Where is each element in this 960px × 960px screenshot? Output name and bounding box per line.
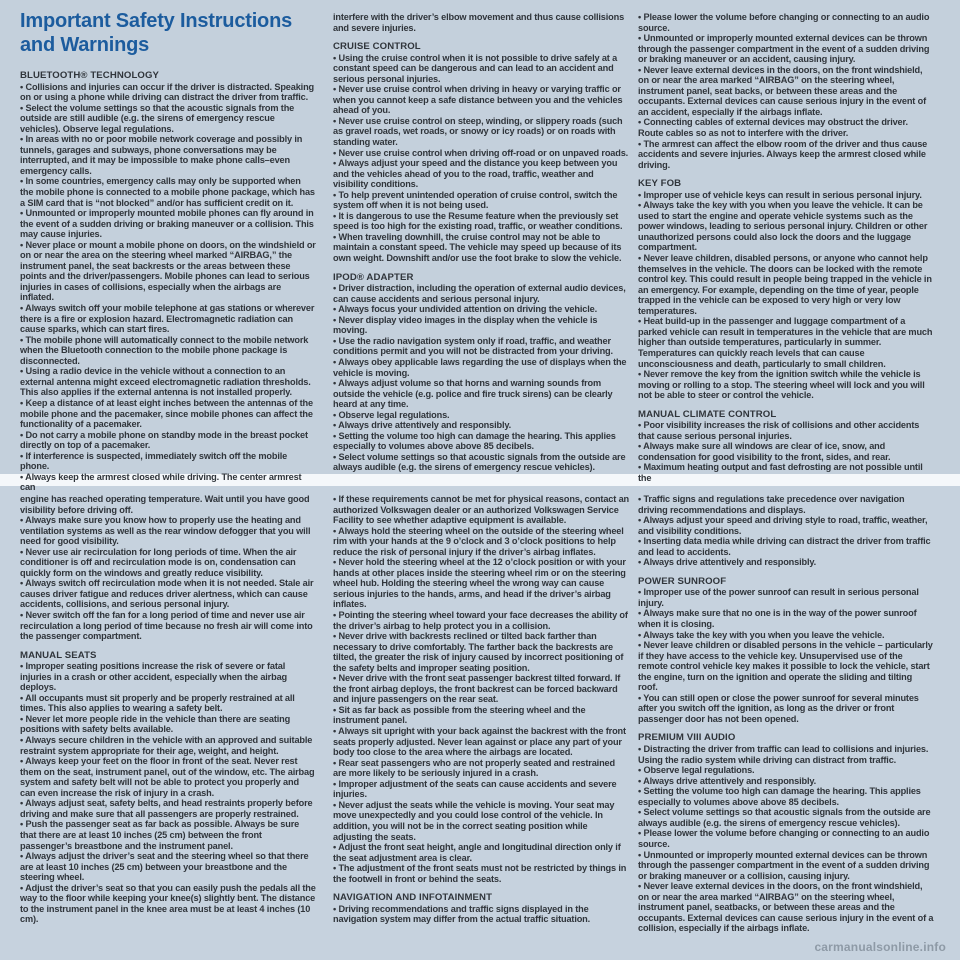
bullet-text: • Do not carry a mobile phone on standby mode in the breast pocket directly on top of a pacemaker. xyxy=(20,429,308,451)
bullet-text: • Push the passenger seat as far back as possible. Always be sure that there are at least 10 inches (25 cm) between the front passenger’s breastbone and the instrument panel. xyxy=(20,819,300,851)
section-heading: BLUETOOTH® TECHNOLOGY xyxy=(20,70,160,81)
section-heading: PREMIUM VIII AUDIO xyxy=(638,732,736,744)
bullet-text: • Unmounted or improperly mounted external devices can be thrown through the passenger compartment in the event of a sudden driving or braking maneuver or an accident, causing injury. xyxy=(638,33,930,65)
section-heading: KEY FOB xyxy=(638,178,682,190)
bullet-text: interfere with the driver’s elbow movement and thus cause collisions and severe injuries. xyxy=(333,12,625,33)
top-column-1 xyxy=(20,9,316,493)
bullet-text: • Inserting data media while driving can distract the driver from traffic and lead to accidents. xyxy=(638,536,931,557)
bottom-column-2 xyxy=(333,494,629,925)
bullet-text: • Always adjust your speed and the distance you keep between you and the vehicles ahead of you to the road, traffic, weather and visibility conditions. xyxy=(333,158,618,190)
bullet-text: • Improper use of vehicle keys can result in serious personal injury. xyxy=(638,189,922,200)
section-heading: IPOD® ADAPTER xyxy=(333,271,414,283)
bullet-text: • Always drive attentively and responsibly. xyxy=(333,420,512,431)
bullet-text: • Setting the volume too high can damage the hearing. This applies especially to volumes above above 85 decibels. xyxy=(638,786,921,807)
bottom-column-3 xyxy=(638,494,934,934)
bullet-text: • Never leave external devices in the doors, on the front windshield, on or near the area marked “AIRBAG” on the steering wheel, instrument panel, seatbacks, or between these areas and the occupants. External devices can cause serious injury in the event of a collision, especially if the airbags inflate. xyxy=(638,881,934,934)
bullet-text: • Connecting cables of external devices may obstruct the driver. Route cables so as not to interfere with the driver. xyxy=(638,117,908,139)
bullet-text: • Always adjust volume so that horns and warning sounds from outside the vehicle (e.g. police and fire truck sirens) can be clearly heard at any time. xyxy=(333,378,613,410)
bullet-text: • Always make sure all windows are clear of ice, snow, and condensation for good visibility to the front, sides, and rear. xyxy=(638,441,891,462)
bullet-text: • Select volume settings so that acoustic signals from the outside are always audible (e.g. the sirens of emergency rescue vehicles). xyxy=(638,807,931,828)
section-heading: POWER SUNROOF xyxy=(638,575,727,587)
bullet-text: • Rear seat passengers who are not properly seated and restrained are more likely to be seriously injured in a crash. xyxy=(333,757,615,779)
bullet-text: • To help prevent unintended operation of cruise control, switch the system off when it is not being used. xyxy=(333,189,618,211)
bullet-text: • The armrest can affect the elbow room of the driver and thus cause accidents and severe injuries. Always keep the armrest closed while driving. xyxy=(638,138,928,170)
bullet-text: • Never adjust the seats while the vehicle is moving. Your seat may move unexpectedly and you could lose control of the vehicle. In addition, you will not be in the correct seating position while adjusting the seats. xyxy=(333,799,615,842)
bullet-text: • Select the volume settings so that the acoustic signals from the outside are still audible (e.g. the sirens of emergency rescue vehicles). Observe legal regulations. xyxy=(20,102,295,134)
bullet-text: • Heat build-up in the passenger and luggage compartment of a parked vehicle can result in temperatures in the vehicle that are much higher than outside temperatures, particularly in summer. Temperatures can quickly reach levels that can cause unconsciousness and death, particularly to small children. xyxy=(638,316,933,369)
bullet-text: • If interference is suspected, immediately switch off the mobile phone. xyxy=(20,450,288,472)
bullet-text: • Always drive attentively and responsibly. xyxy=(638,775,817,786)
bullet-text: • Never drive with backrests reclined or tilted back farther than necessary to drive comfortably. The farther back the backrests are tilted, the greater the risk of injury caused by incorrect positioning of the safety belts and improper seating position. xyxy=(333,631,624,673)
section-heading: CRUISE CONTROL xyxy=(333,41,421,53)
bullet-text: • Collisions and injuries can occur if the driver is distracted. Speaking on or using a phone while driving can distract the driver from traffic. xyxy=(20,81,315,103)
bullet-text: • Please lower the volume before changing or connecting to an audio source. xyxy=(638,12,930,33)
bullet-text: • Always keep your feet on the floor in front of the seat. Never rest them on the seat, instrument panel, out of the window, etc. The airbag system and safety belt will not be able to protect you properly and can even increase the risk of injury in a crash. xyxy=(20,756,315,798)
bullet-text: • Never use cruise control when driving off-road or on unpaved roads. xyxy=(333,147,629,158)
bullet-text: • Always hold the steering wheel on the outside of the steering wheel rim with your hands at the 9 o’clock and 3 o’clock positions to help reduce the risk of personal injury if the driver’s airbag inflates. xyxy=(333,525,624,557)
bullet-text: • Always sit upright with your back against the backrest with the front seats properly adjusted. Never lean against or place any part of your body too close to the area where the airbags are located. xyxy=(333,726,626,758)
section-heading: MANUAL CLIMATE CONTROL xyxy=(638,408,777,420)
bullet-text: • Maximum heating output and fast defrosting are not possible until the xyxy=(638,462,923,483)
bullet-text: engine has reached operating temperature. Wait until you have good visibility before driving off. xyxy=(20,494,310,515)
bullet-text: • Always secure children in the vehicle with an approved and suitable restraint system appropriate for their age, weight, and height. xyxy=(20,735,313,756)
bullet-text: • Always switch off your mobile telephone at gas stations or wherever there is a fire or explosion hazard. Electromagnetic radiation can cause sparks, which can start fires. xyxy=(20,303,315,335)
bullet-text: • Never leave external devices in the doors, on the front windshield, on or near the area marked “AIRBAG” on the steering wheel, instrument panel, seat backs, or between these areas and the occupants. External devices can cause serious injury in the event of an accident, especially if the airbags inflate. xyxy=(638,64,926,117)
bullet-text: • Improper adjustment of the seats can cause accidents and severe injuries. xyxy=(333,778,617,800)
bullet-text: • You can still open or close the power sunroof for several minutes after you switch off the ignition, as long as the driver or front passenger door has not been opened. xyxy=(638,692,919,724)
bullet-text: • Always adjust your speed and driving style to road, traffic, weather, and visibility conditions. xyxy=(638,515,928,536)
top-column-3 xyxy=(638,12,934,484)
bullet-text: • Never use air recirculation for long periods of time. When the air conditioner is off and recirculation mode is on, condensation can quickly form on the windows and greatly reduce visibility. xyxy=(20,546,297,578)
bullet-text: • Poor visibility increases the risk of collisions and other accidents that cause serious personal injuries. xyxy=(638,420,920,441)
bullet-text: • Never hold the steering wheel at the 12 o’clock position or with your hands at other places inside the steering wheel rim or on the steering wheel hub. Holding the steering wheel the wrong way can cause serious injuries to the hands, arms, and head if the driver’s airbag inflates. xyxy=(333,557,626,610)
bullet-text: • Using a radio device in the vehicle without a connection to an external antenna might exceed electromagnetic radiation thresholds. This also applies if the external antenna is not installed properly. xyxy=(20,366,311,398)
bullet-text: • Adjust the front seat height, angle and longitudinal direction only if the seat adjustment area is clear. xyxy=(333,842,621,863)
bullet-text: • Never remove the key from the ignition switch while the vehicle is moving or rolling to a stop. The steering wheel will lock and you will not be able to steer or control the vehicle. xyxy=(638,369,925,401)
bullet-text: • Using the cruise control when it is not possible to drive safely at a constant speed can be dangerous and can lead to an accident and serious personal injuries. xyxy=(333,52,618,84)
bullet-text: • Pointing the steering wheel toward your face decreases the ability of the driver’s airbag to help protect you in a collision. xyxy=(333,610,628,631)
bullet-text: • Sit as far back as possible from the steering wheel and the instrument panel. xyxy=(333,704,586,726)
bullet-text: • Always make sure that no one is in the way of the power sunroof when it is closing. xyxy=(638,608,917,630)
bullet-text: • In some countries, emergency calls may only be supported when the mobile phone is connected to a mobile phone package, which has a SIM card that is “not blocked” and/or has sufficient credit on it. xyxy=(20,176,315,208)
bullet-text: • Improper seating positions increase the risk of severe or fatal injuries in a crash or other accident, especially when the airbag deploys. xyxy=(20,661,287,693)
bullet-text: • Never switch off the fan for a long period of time and never use air recirculation a long period of time because no fresh air will come into the passenger compartment. xyxy=(20,610,313,642)
bullet-text: • Observe legal regulations. xyxy=(638,765,755,776)
bullet-text: • Always drive attentively and responsibly. xyxy=(638,557,817,568)
bullet-text: • Improper use of the power sunroof can result in serious personal injury. xyxy=(638,587,919,608)
bullet-text: • Traffic signs and regulations take precedence over navigation driving recommendations and displays. xyxy=(638,494,905,515)
bullet-text: • Always take the key with you when you leave the vehicle. It can be used to start the engine and operate vehicle systems such as the power windows, leading to serious personal injury. Children or other unauthorized persons could also lock the doors and the luggage compartment. xyxy=(638,200,928,253)
bullet-text: • The mobile phone will automatically connect to the mobile network when the Bluetooth connection to the mobile phone package is disconnected. xyxy=(20,334,309,366)
bullet-text: • Adjust the driver’s seat so that you can easily push the pedals all the way to the floor while keeping your knee(s) slightly bent. The distance to the instrument panel in the knee area must be at least 4 inches (10 cm). xyxy=(20,882,316,925)
bullet-text: • Distracting the driver from traffic can lead to collisions and injuries. Using the radio system while driving can distract from traffic. xyxy=(638,744,929,765)
bullet-text: • Never use cruise control on steep, winding, or slippery roads (such as gravel roads, wet roads, or snowy or icy roads) or on roads with standing water. xyxy=(333,115,623,148)
bullet-text: • Unmounted or improperly mounted external devices can be thrown through the passenger compartment in the event of a sudden driving or braking maneuver or a collision, causing injury. xyxy=(638,849,930,881)
top-column-2 xyxy=(333,12,629,473)
bullet-text: • Please lower the volume before changing or connecting to an audio source. xyxy=(638,828,930,849)
bottom-column-1 xyxy=(20,494,316,925)
bullet-text: • Always adjust the driver’s seat and the steering wheel so that there are at least 10 inches (25 cm) between your breastbone and the steering wheel. xyxy=(20,851,309,883)
bullet-text: • Always keep the armrest closed while driving. The center armrest can xyxy=(20,471,302,493)
section-heading: MANUAL SEATS xyxy=(20,649,97,661)
bullet-text: • Never place or mount a mobile phone on doors, on the windshield or on or near the area on the steering wheel marked “AIRBAG,” the instrument panel, the seat backrests or the areas between these points and the driver/passengers. Mobile phones can lead to serious injuries in cases of collisions, especially when the airbags are inflated. xyxy=(20,239,316,303)
section-heading: NAVIGATION AND INFOTAINMENT xyxy=(333,892,493,904)
bullet-text: • Always switch off recirculation mode when it is not needed. Stale air causes driver fatigue and reduces driver alertness, which can cause accidents, collisions, and serious personal injury. xyxy=(20,578,314,610)
bullet-text: • Never leave children, disabled persons, or anyone who cannot help themselves in the vehicle. The doors can be locked with the remote control key. This could result in people being trapped in the vehicle in an emergency. For example, depending on the time of year, people trapped in the vehicle can be exposed to very high or very low temperatures. xyxy=(638,253,932,316)
bullet-text: • Never drive with the front seat passenger backrest tilted forward. If the front airbag deploys, the front backrest can be forced backward and injure passengers on the rear seat. xyxy=(333,673,621,705)
bullet-text: • If these requirements cannot be met for physical reasons, contact an authorized Volkswagen dealer or an authorized Volkswagen Service Facility to see whether adaptive equipment is available. xyxy=(333,494,629,526)
top-column-1-body xyxy=(20,71,316,493)
bullet-text: • Never display video images in the display when the vehicle is moving. xyxy=(333,314,598,336)
bullet-text: • Never leave children or disabled persons in the vehicle – particularly if they have access to the vehicle key. Unsupervised use of the remote control vehicle key makes it possible to lock the vehicle, start the engine, turn on the ignition and operate the sliding and tilting roof. xyxy=(638,640,933,693)
bullet-text: • Observe legal regulations. xyxy=(333,409,450,420)
watermark: carmanualsonline.info xyxy=(814,940,946,954)
bullet-text: • Use the radio navigation system only if road, traffic, and weather conditions permit and you will not be distracted from your driving. xyxy=(333,335,613,357)
bullet-text: • In areas with no or poor mobile network coverage and possibly in tunnels, garages and subways, phone conversations may be interrupted, and it may be impossible to make phone calls–even emergency calls. xyxy=(20,134,303,176)
bullet-text: • Always obey applicable laws regarding the use of displays when the vehicle is moving. xyxy=(333,356,627,378)
page-title: Important Safety Instructions and Warnings xyxy=(20,10,293,56)
bullet-text: • Never let more people ride in the vehicle than there are seating positions with safety belts available. xyxy=(20,713,291,735)
bullet-text: • Driver distraction, including the operation of external audio devices, can cause accidents and serious personal injury. xyxy=(333,283,626,304)
bullet-text: • Never use cruise control when driving in heavy or varying traffic or when you cannot keep a safe distance between you and the vehicles ahead of you. xyxy=(333,84,623,116)
bullet-text: • Always focus your undivided attention on driving the vehicle. xyxy=(333,304,597,315)
bullet-text: • All occupants must sit properly and be properly restrained at all times. This also applies to wearing a safety belt. xyxy=(20,692,295,714)
bullet-text: • Keep a distance of at least eight inches between the antennas of the mobile phone and the pacemaker, since mobile phones can affect the functionality of a pacemaker. xyxy=(20,397,313,430)
bullet-text: • When traveling downhill, the cruise control may not be able to maintain a constant speed. The vehicle may speed up because of its own weight. Downshift and/or use the foot brake to slow the vehicle. xyxy=(333,231,622,264)
bullet-text: • Always take the key with you when you leave the vehicle. xyxy=(638,629,885,640)
bullet-text: • Always adjust seat, safety belts, and head restraints properly before driving and make sure that all passengers are properly restrained. xyxy=(20,798,313,819)
bullet-text: • The adjustment of the front seats must not be restricted by things in the footwell in front or behind the seats. xyxy=(333,863,627,884)
bullet-text: • It is dangerous to use the Resume feature when the previously set speed is too high for the existing road, traffic, or weather conditions. xyxy=(333,210,623,232)
bullet-text: • Driving recommendations and traffic signs displayed in the navigation system may differ from the actual traffic situation. xyxy=(333,903,591,925)
bullet-text: • Always make sure you know how to properly use the heating and ventilation systems as well as the rear window defogger that you will need for good visibility. xyxy=(20,515,311,547)
bullet-text: • Setting the volume too high can damage the hearing. This applies especially to volumes above above 85 decibels. xyxy=(333,430,616,452)
bullet-text: • Select volume settings so that acoustic signals from the outside are always audible (e.g. the sirens of emergency rescue vehicles). xyxy=(333,451,626,473)
bullet-text: • Unmounted or improperly mounted mobile phones can fly around in the event of a sudden driving or braking maneuver or a collision. This may cause injuries. xyxy=(20,208,314,240)
